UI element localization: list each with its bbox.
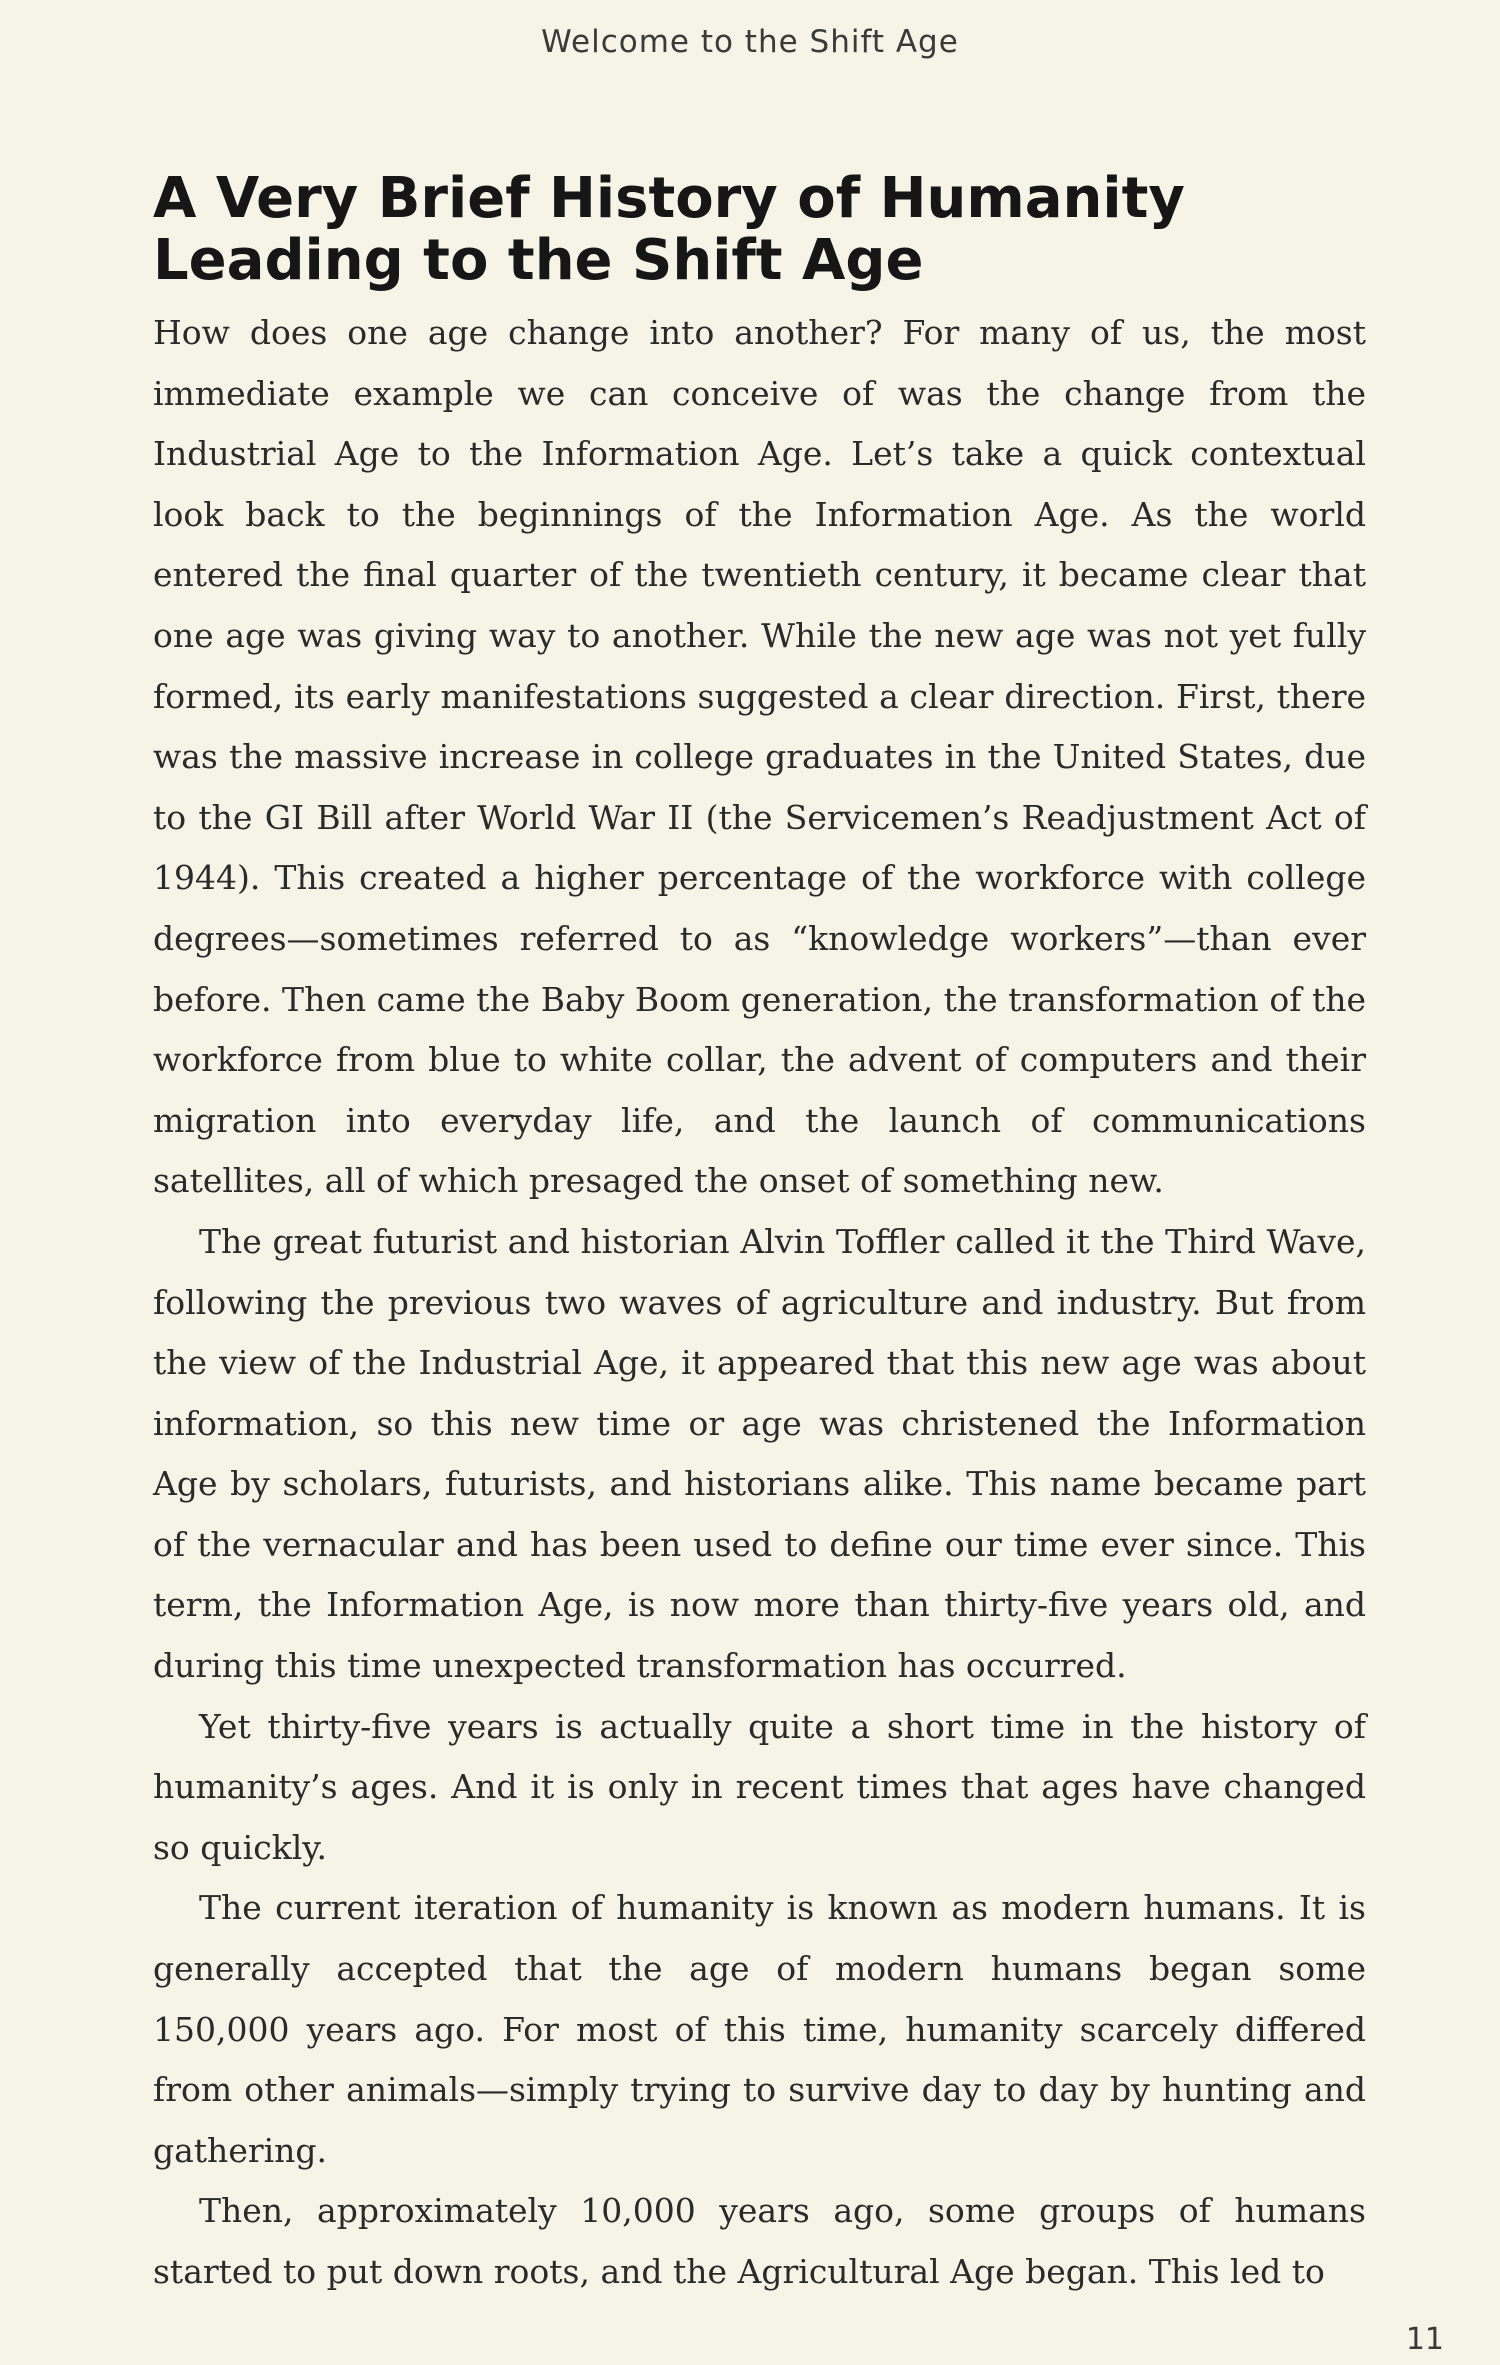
paragraph: How does one age change into another? For many of us, the most immediate example we can conceive of was the change from the Industrial Age to the Information Age. Let’s take a quick contextual look back to the beginnings of the Information Age. As the world entered the final quarter of the twentieth century, it became clear that one age was giving way to another. While the new age was not yet fully formed, its early manifestations suggested a clear direction. First, there was the massive increase in college graduates in the United States, due to the GI Bill after World War II (the Servicemen’s Readjustment Act of 1944). This created a higher percentage of the workforce with college degrees—sometimes referred to as “knowledge workers”—than ever before. Then came the Baby Boom generation, the transformation of the workforce from blue to white collar, the advent of computers and their migration into everyday life, and the launch of communications satellites, all of which presaged the onset of something new. [153,313,1366,1201]
paragraph: Yet thirty-five years is actually quite a short time in the history of humanity’s ages. And it is only in recent times that ages have changed so quickly. [153,1706,1366,1867]
paragraph: The great futurist and historian Alvin Toffler called it the Third Wave, following the previous two waves of agriculture and industry. But from the view of the Industrial Age, it appeared that this new age was about information, so this new time or age was christened the Information Age by scholars, futurists, and historians alike. This name became part of the vernacular and has been used to define our time ever since. This term, the Information Age, is now more than thirty-five years old, and during this time unexpected transformation has occurred. [153,1221,1366,1686]
page-number: 11 [1405,2322,1444,2357]
section-heading [153,168,1383,292]
running-head: Welcome to the Shift Age [541,24,959,60]
paragraph: The current iteration of humanity is known as modern humans. It is generally accepted that the age of modern humans began some 150,000 years ago. For most of this time, humanity scarcely differed from other animals—simply trying to survive day to day by hunting and gathering. [153,1888,1366,2170]
paragraph: Then, approximately 10,000 years ago, some groups of humans started to put down roots, and the Agricultural Age began. This led to [153,2191,1366,2291]
body-text [153,303,1366,2303]
section-heading-line-2: Leading to the Shift Age [153,228,924,293]
section-heading-line-1: A Very Brief History of Humanity [153,166,1185,231]
